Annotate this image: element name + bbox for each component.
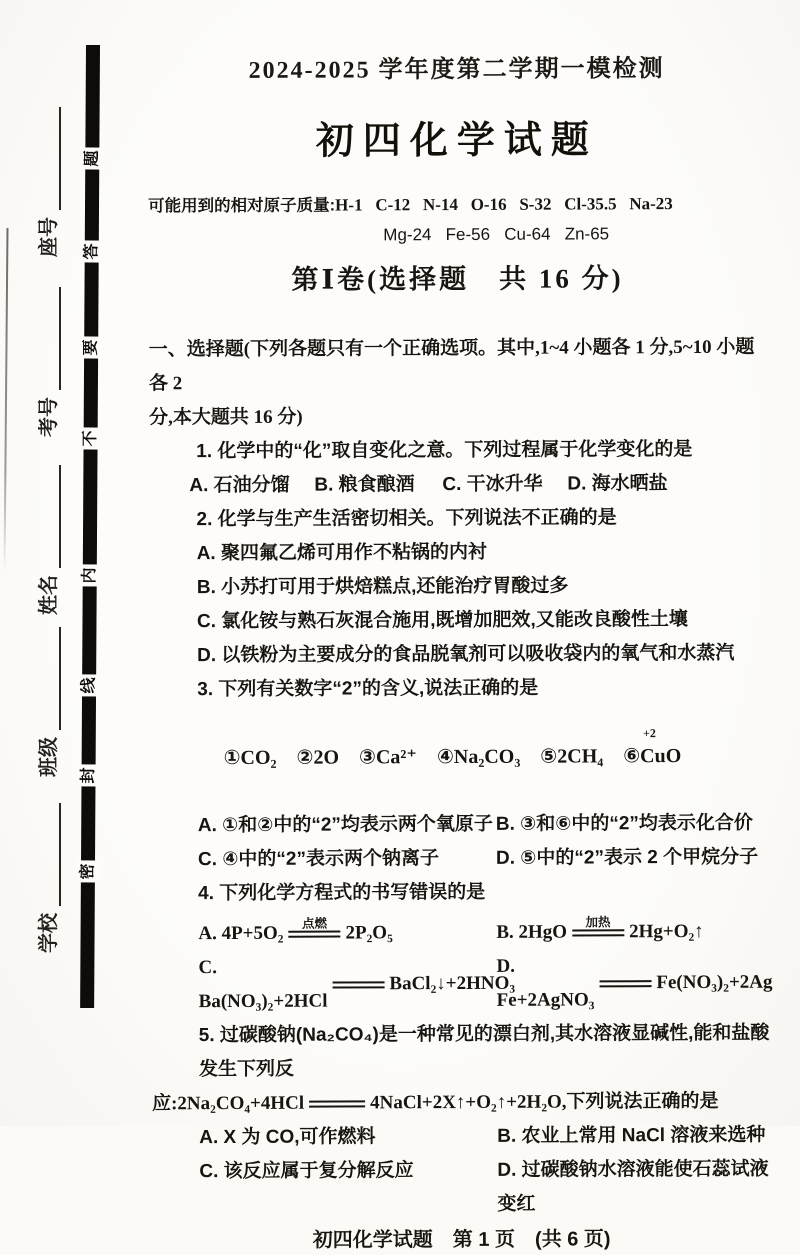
q3-items-prefix: ①CO₂ ②2O ③Ca²⁺ ④Na₂CO₃ ⑤2CH₄ ⑥ — [223, 745, 641, 770]
school-label — [35, 783, 61, 953]
equals-line — [572, 929, 624, 936]
class-text: 班级 — [38, 737, 60, 777]
exam-number-text: 考号 — [38, 397, 60, 437]
q3-options-row-ab — [151, 807, 769, 844]
class-blank — [39, 627, 61, 730]
q2-option-c: C. 氯化铵与熟石灰混合施用,既增加肥效,又能改良酸性土壤 — [196, 609, 688, 633]
q5-stem-line1: 5. 过碳酸钠(Na₂CO₄)是一种常见的漂白剂,其水溶液显碱性,能和盐酸发生下列反 — [198, 1022, 770, 1081]
section1-intro-line2: 分,本大题共 16 分) — [149, 406, 303, 429]
class-label — [35, 607, 61, 777]
seal-char: 内 — [78, 564, 101, 586]
q1-stem: 1. 化学中的“化”取自变化之意。下列过程属于化学变化的是 — [196, 438, 693, 463]
exam-title: 初四化学试题 — [315, 119, 598, 163]
equals-line — [309, 1100, 365, 1107]
q4-eq-a-equals — [288, 916, 340, 937]
q5-option-d: D. 过碳酸钠水溶液能使石蕊试液变红 — [497, 1158, 769, 1215]
exam-session-line: 2024-2025 学年度第二学期一模检测 — [248, 56, 665, 84]
q5-options-row-ab — [152, 1119, 770, 1156]
exam-number-blank — [39, 287, 61, 390]
q4-equations-row-ab — [151, 915, 769, 952]
atomic-mass-line-1 — [148, 189, 766, 222]
q5-option-c: C. 该反应属于复分解反应 — [199, 1160, 414, 1183]
page-footer: 初四化学试题 第 1 页 (共 6 页) — [312, 1228, 611, 1252]
seal-char: 要 — [80, 336, 103, 358]
q4-eq-a-condition: 点燃 — [301, 916, 327, 931]
q5-option-a: A. X 为 CO,可作燃料 — [199, 1126, 376, 1149]
student-name-label — [35, 445, 61, 615]
q3-option-c: C. ④中的“2”表示两个钠离子 — [197, 848, 439, 871]
q4-eq-b-lhs: B. 2HgO — [496, 921, 568, 943]
q2-option-b: B. 小苏打可用于烘焙糕点,还能治疗胃酸过多 — [196, 575, 569, 599]
q4-equation-a — [198, 916, 496, 951]
student-name-blank — [39, 465, 61, 568]
q4-equation-d — [496, 949, 772, 1018]
q2-stem: 2. 化学与生产生活密切相关。下列说法不正确的是 — [196, 507, 617, 531]
q3-option-b: B. ③和⑥中的“2”均表示化合价 — [495, 812, 753, 835]
q4-equations-row-cd — [151, 949, 773, 1020]
page-fold-line — [3, 228, 8, 573]
q1-option-d: D. 海水晒盐 — [567, 473, 668, 495]
q4-equation-b — [496, 915, 703, 950]
q4-equation-c — [198, 950, 516, 1019]
seat-number-text: 座号 — [38, 217, 60, 257]
q3-item6-valence: +2 — [643, 726, 656, 741]
q1-option-a: A. 石油分馏 — [189, 474, 290, 497]
student-name-text: 姓名 — [38, 575, 60, 615]
exam-content — [147, 0, 773, 1255]
q4-eq-c-lhs: C. Ba(NO₃)₂+2HCl — [198, 957, 328, 1013]
seat-number-label — [35, 87, 61, 257]
q4-eq-a-rhs: 2P₂O₅ — [345, 922, 393, 944]
q4-eq-d-lhs: D. Fe+2AgNO₃ — [496, 955, 595, 1011]
q4-eq-a-lhs: A. 4P+5O₂ — [198, 922, 284, 945]
q3-item6-cuo — [640, 726, 682, 773]
q3-items-row — [150, 705, 768, 810]
q4-eq-c-equals — [332, 981, 384, 988]
q4-stem: 4. 下列化学方程式的书写错误的是 — [198, 881, 486, 905]
q1-option-b: B. 粮食酿酒 — [314, 474, 415, 496]
q4-eq-d-equals — [599, 980, 651, 987]
q4-eq-c-rhs: BaCl₂↓+2HNO₃ — [389, 972, 516, 995]
exam-number-label — [35, 267, 61, 437]
equals-line — [288, 930, 340, 937]
atomic-mass-label: 可能用到的相对原子质量: — [148, 196, 336, 216]
seal-char: 题 — [81, 147, 104, 169]
seal-line-bar — [80, 45, 100, 1008]
q5-equation-rhs: 4NaCl+2X↑+O₂↑+2H₂O,下列说法正确的是 — [370, 1090, 719, 1114]
q3-stem: 3. 下列有关数字“2”的含义,说法正确的是 — [197, 677, 539, 701]
q4-eq-b-equals — [572, 914, 624, 936]
q3-item6-formula: CuO — [640, 745, 682, 768]
q4-eq-b-rhs: 2Hg+O₂↑ — [629, 920, 704, 943]
seal-char: 封 — [77, 764, 100, 786]
seal-char: 不 — [79, 427, 102, 449]
q4-eq-b-condition: 加热 — [585, 914, 611, 929]
atomic-mass-values-1: H-1 C-12 N-14 O-16 S-32 Cl-35.5 Na-23 — [335, 194, 673, 215]
q5-equation-lhs: 应:2Na₂CO₄+4HCl — [152, 1092, 305, 1115]
q2-option-a: A. 聚四氟乙烯可用作不粘锅的内衬 — [196, 541, 488, 565]
section1-intro-line1: 一、选择题(下列各题只有一个正确选项。其中,1~4 小题各 1 分,5~10 小题各 2 — [148, 336, 755, 395]
equals-line — [332, 981, 384, 988]
q5-options-row-cd — [152, 1153, 770, 1224]
q5-equation-equals — [309, 1100, 365, 1107]
atomic-mass-line-2: Mg-24 Fe-56 Cu-64 Zn-65 — [383, 224, 610, 245]
seal-char: 密 — [76, 860, 99, 882]
seal-char: 答 — [80, 240, 103, 262]
q1-options-row — [149, 467, 767, 504]
q3-option-d: D. ⑤中的“2”表示 2 个甲烷分子 — [495, 846, 759, 869]
school-blank — [39, 803, 61, 906]
q3-options-row-cd — [151, 841, 769, 878]
q5-stem-line2 — [152, 1085, 770, 1122]
school-text: 学校 — [38, 913, 60, 953]
equals-line — [599, 980, 651, 987]
seal-char: 线 — [78, 674, 101, 696]
q1-option-c: C. 干冰升华 — [442, 473, 543, 496]
q3-option-a: A. ①和②中的“2”均表示两个氧原子 — [197, 813, 493, 837]
seat-number-blank — [39, 107, 61, 210]
part1-title: 第Ⅰ卷(选择题 共 16 分) — [291, 263, 624, 295]
q5-option-b: B. 农业上常用 NaCl 溶液来选种 — [497, 1124, 766, 1147]
q4-eq-d-rhs: Fe(NO₃)₂+2Ag — [656, 971, 773, 994]
q2-option-d: D. 以铁粉为主要成分的食品脱氧剂可以吸收袋内的氧气和水蒸汽 — [197, 642, 735, 667]
